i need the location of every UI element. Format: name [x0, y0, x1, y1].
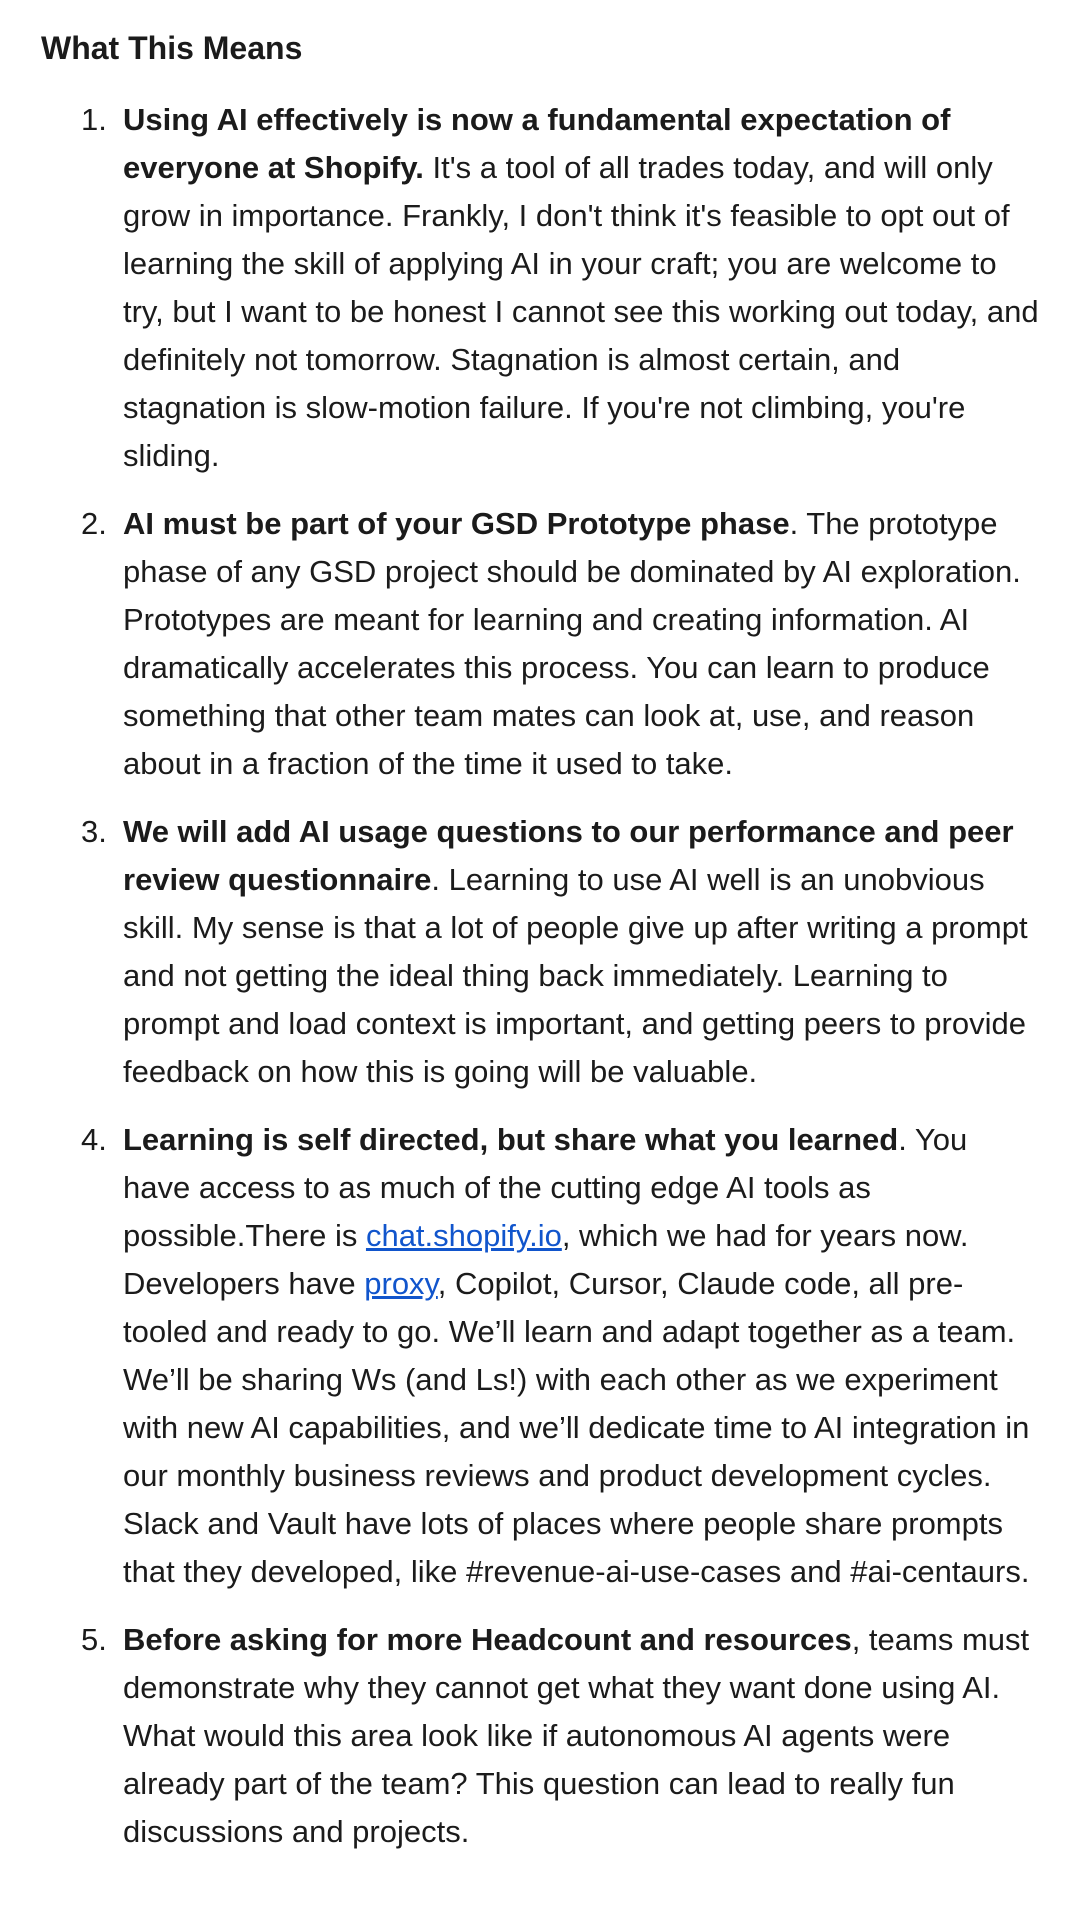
- list-item-body-text: It's a tool of all trades today, and will only grow in importance. Frankly, I don't think it's feasible to opt out of learning the skill of applying AI in your craft; you are welcome to try, but I want to be honest I cannot see this working out today, and definitely not tomorrow. Stagnation is almost certain, and stagnation is slow-motion failure. If you're not climbing, you're sliding.: [123, 150, 1039, 473]
- list-item-body-text: , teams must demonstrate why they cannot get what they want done using AI. What would this area look like if autonomous AI agents were already part of the team? This question can lead to really fun discussions and projects.: [123, 1622, 1030, 1849]
- list-item: [41, 1616, 1040, 1856]
- list-item-lead-bold: Before asking for more Headcount and resources: [123, 1622, 852, 1657]
- chat-shopify-link[interactable]: chat.shopify.io: [365, 1218, 562, 1253]
- list-item-number: 3.: [81, 814, 107, 849]
- list-item-number: 2.: [81, 506, 107, 541]
- list-item-lead-bold: Using AI effectively is now a fundamental expectation of everyone at Shopify.: [123, 102, 951, 185]
- list-item-text: [123, 506, 1021, 781]
- list-item-body-text: . You have access to as much of the cutting edge AI tools as possible.There is: [123, 1122, 968, 1253]
- list-item-number: 4.: [81, 1122, 107, 1157]
- list-item: [41, 96, 1040, 480]
- list-item-body-text: . Learning to use AI well is an unobvious skill. My sense is that a lot of people give up after writing a prompt and not getting the ideal thing back immediately. Learning to prompt and load context is important, and getting peers to provide feedback on how this is going will be valuable.: [123, 862, 1028, 1089]
- list-item-lead-bold: We will add AI usage questions to our performance and peer review questionnaire: [123, 814, 1014, 897]
- list-item-number: 1.: [81, 102, 107, 137]
- proxy-link[interactable]: proxy: [364, 1266, 438, 1301]
- list-item-text: [123, 1622, 1029, 1849]
- list-item-text: [123, 102, 1039, 473]
- list-item: [41, 1116, 1040, 1596]
- list-item-text: [123, 1122, 1029, 1589]
- list-item-text: [123, 814, 1028, 1089]
- list-item-number: 5.: [81, 1622, 107, 1657]
- page-title: What This Means: [41, 30, 303, 66]
- numbered-list: [41, 96, 1040, 1856]
- list-item-lead-bold: AI must be part of your GSD Prototype phase: [123, 506, 790, 541]
- list-item-body-text: . The prototype phase of any GSD project should be dominated by AI exploration. Prototypes are meant for learning and creating information. AI dramatically accelerates this process. You can learn to produce something that other team mates can look at, use, and reason about in a fraction of the time it used to take.: [123, 506, 1021, 781]
- list-item: [41, 500, 1040, 788]
- list-item-body-text: , which we had for years now. Developers have: [123, 1218, 969, 1301]
- list-item-body-text: , Copilot, Cursor, Claude code, all pre-tooled and ready to go. We’ll learn and adapt together as a team. We’ll be sharing Ws (and Ls!) with each other as we experiment with new AI capabilities, and we’ll dedicate time to AI integration in our monthly business reviews and product development cycles. Slack and Vault have lots of places where people share prompts that they developed, like #revenue-ai-use-cases and #ai-centaurs.: [123, 1266, 1030, 1589]
- list-item: [41, 808, 1040, 1096]
- list-item-lead-bold: Learning is self directed, but share what you learned: [123, 1122, 899, 1157]
